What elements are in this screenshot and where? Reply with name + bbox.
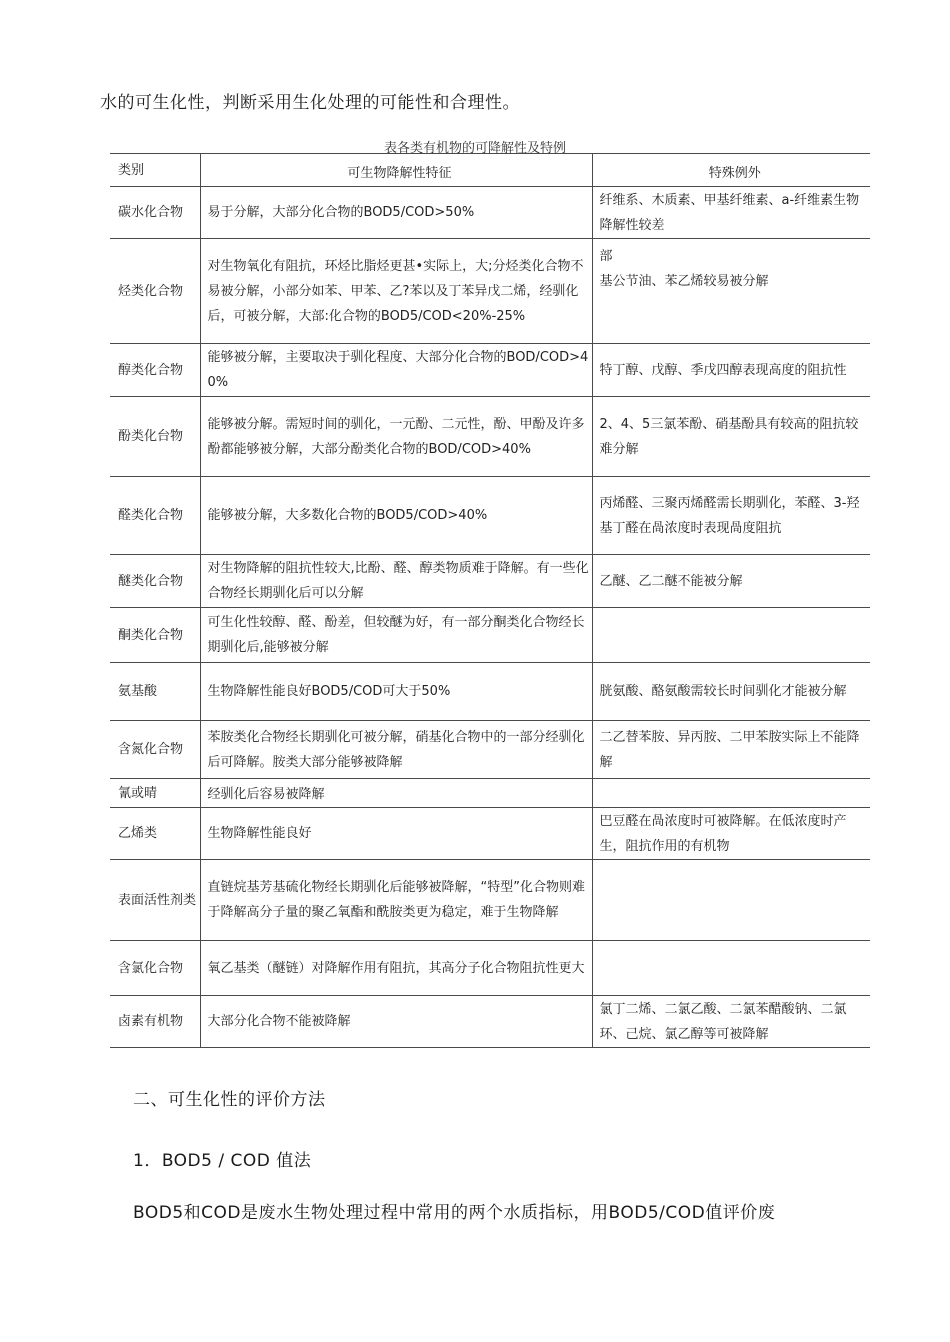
header-exception: 特殊例外 bbox=[592, 154, 870, 187]
table-row bbox=[110, 239, 870, 344]
row-exception bbox=[592, 860, 870, 941]
row-exception bbox=[592, 941, 870, 996]
row-exception: 乙醚、乙二醚不能被分解 bbox=[592, 555, 870, 608]
row-exception: 纤维系、木质素、甲基纤维素、a-纤维素生物降解性较差 bbox=[592, 187, 870, 239]
row-category: 卤素有机物 bbox=[110, 996, 200, 1048]
row-feature: 直链烷基芳基硫化物经长期驯化后能够被降解，“特型”化合物则难于降解高分子量的聚乙氧酯和酰胺类更为稳定，难于生物降解 bbox=[200, 860, 592, 941]
row-feature: 能够被分解。需短时间的驯化，一元酚、二元性，酚、甲酚及许多酚都能够被分解，大部分酚类化合物的BOD/COD>40% bbox=[200, 397, 592, 477]
table-row bbox=[110, 996, 870, 1048]
table-row bbox=[110, 477, 870, 555]
row-exception: 二乙替苯胺、异丙胺、二甲苯胺实际上不能降解 bbox=[592, 721, 870, 779]
row-category: 表面活性剂类 bbox=[110, 860, 200, 941]
row-feature: 经驯化后容易被降解 bbox=[200, 779, 592, 808]
row-exception: 巴豆醛在咼浓度时可被降解。在低浓度时产生，阻抗作用的有机物 bbox=[592, 808, 870, 860]
row-feature: 能够被分解，主要取决于驯化程度、大部分化合物的BOD/COD>40% bbox=[200, 344, 592, 397]
table-row bbox=[110, 808, 870, 860]
table-caption: 表各类有机物的可降解性及特例 bbox=[383, 141, 566, 156]
row-exception: 丙烯醛、三聚丙烯醛需长期驯化，苯醛、3-羟基丁醛在咼浓度时表现咼度阻抗 bbox=[592, 477, 870, 555]
table-row bbox=[110, 555, 870, 608]
row-exception bbox=[592, 608, 870, 663]
row-feature: 对生物氧化有阻抗，环烃比脂烃更甚•实际上，大;分烃类化合物不易被分解，小部分如苯、甲苯、乙?苯以及丁苯异戊二烯，经驯化后，可被分解，大部:化合物的BOD5/COD<20%-25% bbox=[200, 239, 592, 344]
row-feature: 可生化性较醇、醛、酚差，但较醚为好，有一部分酮类化合物经长期驯化后,能够被分解 bbox=[200, 608, 592, 663]
row-exception: 胱氨酸、酪氨酸需较长时间驯化才能被分解 bbox=[592, 663, 870, 721]
table-row bbox=[110, 860, 870, 941]
row-category: 醚类化合物 bbox=[110, 555, 200, 608]
row-category: 醛类化合物 bbox=[110, 477, 200, 555]
row-feature: 易于分解，大部分化合物的BOD5/COD>50% bbox=[200, 187, 592, 239]
row-category: 烃类化合物 bbox=[110, 239, 200, 344]
row-feature: 能够被分解，大多数化合物的BOD5/COD>40% bbox=[200, 477, 592, 555]
row-category: 酚类化台物 bbox=[110, 397, 200, 477]
row-category: 酮类化合物 bbox=[110, 608, 200, 663]
row-feature: 对生物降解的阻抗性较大,比酚、醛、醇类物质难于降解。有一些化合物经长期驯化后可以分解 bbox=[200, 555, 592, 608]
table-row bbox=[110, 941, 870, 996]
row-feature: 生物降解性能良好BOD5/COD可大于50% bbox=[200, 663, 592, 721]
row-category: 碳水化合物 bbox=[110, 187, 200, 239]
row-feature: 大部分化合物不能被降解 bbox=[200, 996, 592, 1048]
table-row bbox=[110, 663, 870, 721]
table-row bbox=[110, 397, 870, 477]
table-header-row bbox=[110, 154, 870, 187]
row-exception: 2、4、5三氯苯酚、硝基酚具有较高的阻抗较难分解 bbox=[592, 397, 870, 477]
table-row bbox=[110, 721, 870, 779]
row-exception: 氯丁二烯、二氯乙酸、二氯苯醋酸钠、二氯环、己烷、氯乙醇等可被降解 bbox=[592, 996, 870, 1048]
row-category: 氰或晴 bbox=[110, 779, 200, 808]
table-row bbox=[110, 779, 870, 808]
row-category: 乙烯类 bbox=[110, 808, 200, 860]
row-feature: 生物降解性能良好 bbox=[200, 808, 592, 860]
row-feature: 氧乙基类（醚链）对降解作用有阻抗，其高分子化合物阻抗性更大 bbox=[200, 941, 592, 996]
degradability-table bbox=[110, 153, 870, 1048]
header-category: 类别 bbox=[110, 154, 200, 187]
subsection-title: 1．BOD5 / COD 值法 bbox=[133, 1151, 312, 1171]
row-exception: 特丁醇、戊醇、季戊四醇表现高度的阻抗性 bbox=[592, 344, 870, 397]
intro-paragraph: 水的可生化性，判断采用生化处理的可能性和合理性。 bbox=[100, 93, 520, 113]
row-exception: 部 基公节油、苯乙烯较易被分解 bbox=[592, 239, 870, 344]
row-exception bbox=[592, 779, 870, 808]
table-row bbox=[110, 344, 870, 397]
row-category: 醇类化合物 bbox=[110, 344, 200, 397]
row-feature: 苯胺类化合物经长期驯化可被分解，硝基化合物中的一部分经驯化后可降解。胺类大部分能够被降解 bbox=[200, 721, 592, 779]
table-row bbox=[110, 608, 870, 663]
row-category: 含氯化合物 bbox=[110, 941, 200, 996]
section-title: 二、可生化性的评价方法 bbox=[133, 1090, 326, 1110]
row-category: 含氮化合物 bbox=[110, 721, 200, 779]
header-feature: 可生物降解性特征 bbox=[200, 154, 592, 187]
table-row bbox=[110, 187, 870, 239]
body-paragraph: BOD5和COD是废水生物处理过程中常用的两个水质指标，用BOD5/COD值评价废 bbox=[133, 1203, 776, 1223]
row-category: 氨基酸 bbox=[110, 663, 200, 721]
